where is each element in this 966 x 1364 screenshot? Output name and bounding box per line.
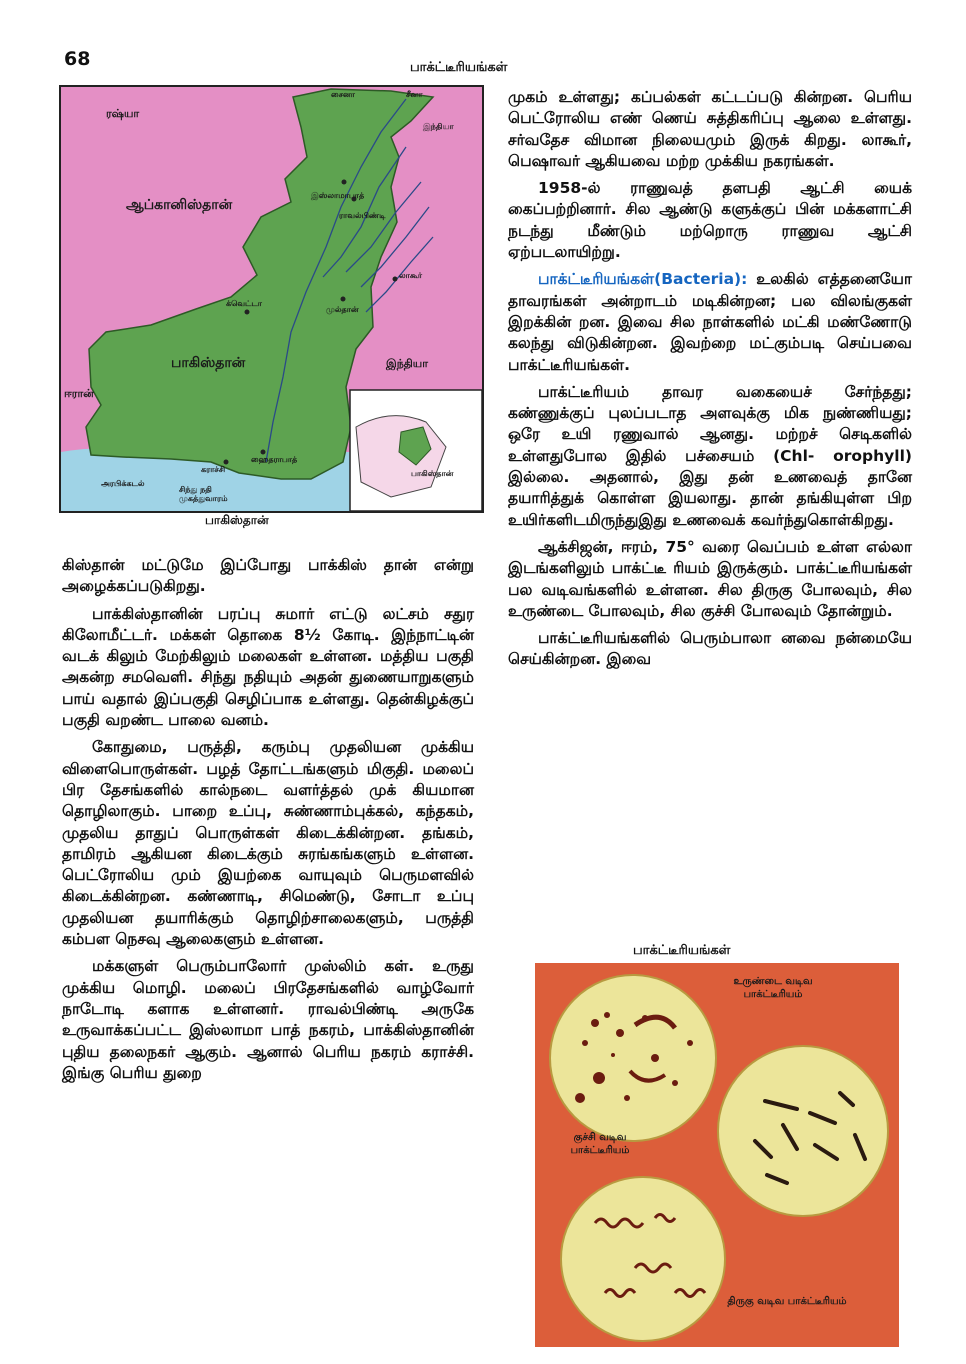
label-multan: முல்தான் — [326, 305, 359, 314]
label-india: இந்தியா — [386, 357, 428, 370]
label-china: சைனா — [331, 90, 355, 99]
left-paragraph: மக்களுள் பெரும்பாலோர் முஸ்லிம் கள். உருது முக்கிய மொழி. மலைப் பிரதேசங்களில் வாழ்வோர் நாடோடி களாக உள்ளனர். ராவல்பிண்டி அருகே உருவாக்கப்பட்ட இஸ்லாமா பாத் நகரம், பாக்கிஸ்தானின் புதிய தலைநகர் ஆகும். ஆனால் பெரிய நகரம் கராச்சி. இங்கு பெரிய துறை — [62, 957, 474, 1082]
left-paragraph: கோதுமை, பருத்தி, கரும்பு முதலியன முக்கிய விளைபொருள்கள். பழத் தோட்டங்களும் மிகுதி. மலைப் பிர தேசங்களில் கால்நடை வளர்த்தல் முக் கியமான தொழிலாகும். பாறை உப்பு, சுண்ணாம்புக்கல், கந்தகம், முதலிய தாதுப் பொருள்கள் கிடைக்கின்றன. தங்கம், தாமிரம் ஆகியன கிடைக்கும் சுரங்கங்களும் உள்ளன. பெட்ரோலிய மும் இயற்கை வாயுவும் பெருமளவில் கிடைக்கின்றன. கண்ணாடி, சிமெண்டு, சோடா உப்பு முதலியன தயாரிக்கும் தொழிற்சாலைகளும், பருத்தி கம்பள நெசவு ஆலைகளும் உள்ளன. — [62, 738, 474, 949]
label-quetta: க்வெட்டா — [226, 299, 262, 308]
label-pakistan: பாகிஸ்தான் — [171, 355, 246, 371]
label-chinese: சீனா — [406, 90, 423, 99]
label-islamabad: இஸ்லாமாபாத் — [311, 191, 365, 200]
bacteria-figure — [535, 963, 899, 1347]
pakistan-map-drawing — [61, 87, 482, 511]
label-round-bacteria: உருண்டை வடிவ பாக்ட்டீரியம் — [733, 976, 813, 1000]
bacteria-definition-paragraph — [508, 269, 912, 375]
label-spiral-bacteria: திருகு வடிவ பாக்ட்டீரியம் — [727, 1296, 847, 1307]
label-hyderabad: ஹைதராபாத் — [251, 455, 298, 464]
label-rawalpindi: ராவல்பிண்டி — [339, 211, 386, 220]
bacteria-figure-title: பாக்ட்டீரியங்கள் — [633, 943, 731, 958]
left-paragraph: கிஸ்தான் மட்டுமே இப்போது பாக்கிஸ் தான் என்று அழைக்கப்படுகிறது. — [62, 556, 474, 596]
label-iran: ஈரான் — [64, 387, 94, 400]
label-arabian-sea: அரபிக்கடல் — [101, 479, 145, 488]
label-inset-pakistan: பாகிஸ்தான் — [411, 469, 454, 478]
right-paragraph: பாக்ட்டீரியம் தாவர வகையைச் சேர்ந்தது; கண்ணுக்குப் புலப்படாத அளவுக்கு மிக நுண்ணியது; ஒரே உயி ரணுவால் ஆனது. மற்றச் செடிகளில் உள்ளதுபோல இதில் பச்சையம் (Chl- orophyll) இல்லை. அதனால், இது தன் உணவைத் தானே தயாரித்துக் கொள்ள இயலாது. தான் தங்கியுள்ள பிற உயிர்களிடமிருந்துஇது உணவைக் கவர்ந்துகொள்கிறது. — [508, 382, 912, 529]
left-text-column — [62, 555, 474, 1090]
map-caption: பாகிஸ்தான் — [205, 513, 269, 527]
right-paragraph: ஆக்சிஜன், ஈரம், 75° வரை வெப்பம் உள்ள எல்லா இடங்களிலும் பாக்ட்டீ ரியம் இருக்கும். பாக்ட்டீரியங்கள் பல வடிவங்களில் உள்ளன. சில திருகு போலவும், சில உருண்டை போலவும், சில குச்சி போலவும் தோன்றும். — [508, 537, 912, 620]
bacteria-definition-text: உலகில் எத்தனையோ தாவரங்கள் அன்றாடம் மடிகின்றன; பல விலங்குகள் இறக்கின் றன. இவை சில நாள்களில் மட்கி மண்ணோடு கலந்து விடுகின்றன. இவற்றை மட்கும்படி செய்பவை பாக்ட்டீரியங்கள். — [508, 270, 912, 374]
bacteria-term: (Bacteria): — [654, 270, 748, 289]
right-paragraph: 1958-ல் ராணுவத் தளபதி ஆட்சி யைக் கைப்பற்றினார். சில ஆண்டு களுக்குப் பின் மக்களாட்சி நடந்து மீண்டும் மற்றொரு ராணுவ ஆட்சி ஏற்படலாயிற்று. — [508, 179, 912, 262]
right-text-column — [508, 87, 912, 677]
label-lahore: லாகூர் — [399, 271, 423, 280]
label-india-north: இந்தியா — [423, 122, 454, 131]
rod-bacteria-dish — [718, 1046, 888, 1216]
spiral-bacteria-dish — [561, 1177, 725, 1341]
label-rod-bacteria: குச்சி வடிவ பாக்ட்டீரியம் — [570, 1132, 630, 1156]
page-number: 68 — [64, 48, 91, 70]
left-paragraph: பாக்கிஸ்தானின் பரப்பு சுமார் எட்டு லட்சம் சதுர கிலோமீட்டர். மக்கள் தொகை 8½ கோடி. இந்நாட்டின் வடக் கிலும் மேற்கிலும் மலைகள் உள்ளன. மத்திய பகுதி அகன்ற சமவெளி. சிந்து நதியும் அதன் துணையாறுகளும் பாய் வதால் இப்பகுதி செழிப்பாக உள்ளது. தென்கிழக்குப் பகுதி வறண்ட பாலை வனம். — [62, 604, 474, 730]
bacteria-heading: பாக்ட்டீரியங்கள் — [538, 270, 655, 289]
right-paragraph: முகம் உள்ளது; கப்பல்கள் கட்டப்படு கின்றன. பெரிய பெட்ரோலிய எண் ணெய் சுத்திகரிப்பு ஆலை உள்ளது. சர்வதேச விமான நிலையமும் இருக் கிறது. லாகூர், பெஷாவர் ஆகியவை மற்ற முக்கிய நகரங்கள். — [508, 88, 912, 170]
label-russia: ரஷ்யா — [106, 107, 140, 120]
running-title: பாக்ட்டீரியங்கள் — [410, 60, 508, 75]
pakistan-map — [59, 85, 484, 513]
label-karachi: கராச்சி — [201, 465, 226, 474]
label-afghanistan: ஆப்கானிஸ்தான் — [126, 197, 233, 213]
label-indus-mouth: சிந்து நதி முகத்துவாரம் — [179, 485, 228, 503]
right-paragraph: பாக்ட்டீரியங்களில் பெரும்பாலா னவை நன்மையே செய்கின்றன. இவை — [508, 629, 912, 669]
round-bacteria-dish — [550, 975, 716, 1141]
